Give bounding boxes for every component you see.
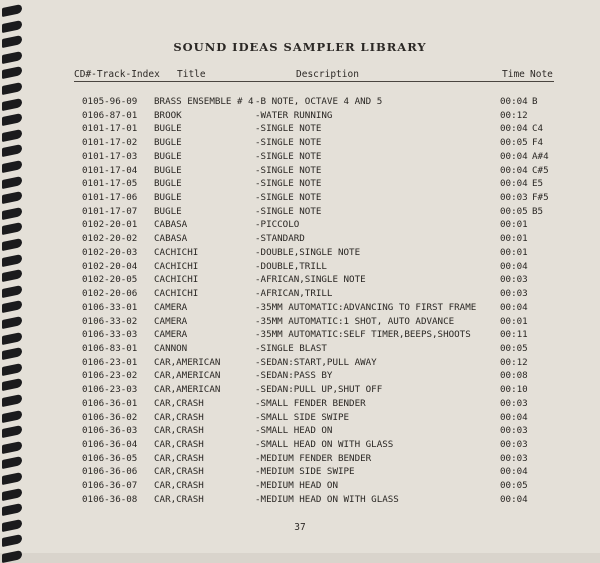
table-row xyxy=(0,206,600,220)
time-cell: 00:04 xyxy=(500,411,528,423)
time-cell: 00:01 xyxy=(500,233,528,245)
description-cell: -SMALL HEAD ON WITH GLASS xyxy=(255,439,394,450)
time-cell: 00:05 xyxy=(500,480,528,492)
description-cell: -DOUBLE,TRILL xyxy=(255,260,327,272)
title-cell: CAR,CRASH xyxy=(154,411,204,423)
cd-track-index-cell: 0106-36-03 xyxy=(82,425,138,437)
description-cell: -SMALL FENDER BENDER xyxy=(255,397,366,409)
cd-track-index-cell: 0106-36-08 xyxy=(82,493,138,505)
cd-track-index-cell: 0101-17-07 xyxy=(82,205,138,217)
cd-track-index-cell: 0106-33-03 xyxy=(82,329,138,341)
description-cell: -SEDAN:PULL UP,SHUT OFF xyxy=(255,384,383,396)
title-cell: CAR,AMERICAN xyxy=(154,356,221,368)
description-cell: -MEDIUM HEAD ON WITH GLASS xyxy=(255,493,399,505)
table-row xyxy=(0,357,600,371)
table-row xyxy=(0,247,600,261)
time-cell: 00:03 xyxy=(500,397,528,409)
table-row xyxy=(0,425,600,439)
cd-track-index-cell: 0102-20-04 xyxy=(82,260,138,272)
note-cell: C4 xyxy=(532,123,544,135)
title-cell: BROOK xyxy=(154,109,182,121)
cd-track-index-cell: 0106-36-04 xyxy=(82,439,138,450)
description-cell: -PICCOLO xyxy=(255,219,300,231)
time-cell: 00:04 xyxy=(500,164,528,176)
title-cell: CAR,CRASH xyxy=(154,466,204,478)
time-cell: 00:05 xyxy=(500,205,528,217)
title-cell: CAR,CRASH xyxy=(154,480,204,492)
cd-track-index-cell: 0106-23-02 xyxy=(82,370,138,382)
cd-track-index-cell: 0106-36-07 xyxy=(82,480,138,492)
description-cell: -35MM AUTOMATIC:SELF TIMER,BEEPS,SHOOTS xyxy=(255,329,471,341)
table-row xyxy=(0,123,600,137)
cd-track-index-cell: 0105-96-09 xyxy=(82,96,138,107)
cd-track-index-cell: 0102-20-06 xyxy=(82,288,138,300)
table-row xyxy=(0,439,600,453)
time-cell: 00:04 xyxy=(500,123,528,135)
cd-track-index-cell: 0106-36-05 xyxy=(82,452,138,464)
title-cell: CACHICHI xyxy=(154,288,199,300)
description-cell: -SINGLE NOTE xyxy=(255,137,322,149)
description-cell: -SINGLE NOTE xyxy=(255,164,322,176)
time-cell: 00:10 xyxy=(500,384,528,396)
description-cell: -STANDARD xyxy=(255,233,305,245)
binding-coil xyxy=(2,66,22,79)
title-cell: CAR,CRASH xyxy=(154,397,204,409)
note-cell: B5 xyxy=(532,205,544,217)
time-cell: 00:01 xyxy=(500,315,528,327)
table-row xyxy=(0,370,600,384)
column-header-time: Time xyxy=(502,69,525,80)
table-row xyxy=(0,453,600,467)
description-cell: -SINGLE NOTE xyxy=(255,123,322,135)
table-row xyxy=(0,384,600,398)
title-cell: CAR,CRASH xyxy=(154,493,204,505)
description-cell: -B NOTE, OCTAVE 4 AND 5 xyxy=(255,96,383,107)
time-cell: 00:05 xyxy=(500,137,528,149)
cd-track-index-cell: 0106-36-06 xyxy=(82,466,138,478)
cd-track-index-cell: 0106-36-02 xyxy=(82,411,138,423)
table-row xyxy=(0,178,600,192)
table-row xyxy=(0,274,600,288)
time-cell: 00:12 xyxy=(500,109,528,121)
title-cell: CAR,AMERICAN xyxy=(154,384,221,396)
description-cell: -SINGLE NOTE xyxy=(255,192,322,204)
table-row xyxy=(0,233,600,247)
description-cell: -SMALL HEAD ON xyxy=(255,425,333,437)
note-cell: B xyxy=(532,96,538,107)
time-cell: 00:03 xyxy=(500,274,528,286)
note-cell: E5 xyxy=(532,178,544,190)
time-cell: 00:03 xyxy=(500,439,528,450)
description-cell: -35MM AUTOMATIC:ADVANCING TO FIRST FRAME xyxy=(255,301,477,313)
table-row xyxy=(0,288,600,302)
column-header-title: Title xyxy=(177,69,206,80)
title-cell: BUGLE xyxy=(154,137,182,149)
table-row xyxy=(0,343,600,357)
cd-track-index-cell: 0101-17-01 xyxy=(82,123,138,135)
title-cell: BUGLE xyxy=(154,205,182,217)
time-cell: 00:03 xyxy=(500,425,528,437)
table-row xyxy=(0,219,600,233)
binding-coil xyxy=(2,19,22,32)
cd-track-index-cell: 0101-17-06 xyxy=(82,192,138,204)
cd-track-index-cell: 0101-17-05 xyxy=(82,178,138,190)
table-row xyxy=(0,110,600,124)
time-cell: 00:01 xyxy=(500,246,528,258)
cd-track-index-cell: 0101-17-02 xyxy=(82,137,138,149)
time-cell: 00:04 xyxy=(500,178,528,190)
note-cell: A#4 xyxy=(532,150,549,162)
cd-track-index-cell: 0101-17-04 xyxy=(82,164,138,176)
header-rule xyxy=(74,81,554,82)
binding-coil xyxy=(2,534,22,547)
time-cell: 00:12 xyxy=(500,356,528,368)
table-row xyxy=(0,466,600,480)
title-cell: CACHICHI xyxy=(154,260,199,272)
time-cell: 00:03 xyxy=(500,192,528,204)
cd-track-index-cell: 0106-83-01 xyxy=(82,342,138,354)
title-cell: BUGLE xyxy=(154,150,182,162)
title-cell: BRASS ENSEMBLE # 4 xyxy=(154,96,254,107)
cd-track-index-cell: 0106-36-01 xyxy=(82,397,138,409)
column-header-note: Note xyxy=(530,69,553,80)
time-cell: 00:01 xyxy=(500,219,528,231)
time-cell: 00:05 xyxy=(500,342,528,354)
table-row xyxy=(0,192,600,206)
description-cell: -MEDIUM FENDER BENDER xyxy=(255,452,372,464)
description-cell: -SEDAN:PASS BY xyxy=(255,370,333,382)
table-row xyxy=(0,261,600,275)
title-cell: CACHICHI xyxy=(154,274,199,286)
column-header-cd-track-index: CD#-Track-Index xyxy=(74,69,160,80)
table-row xyxy=(0,151,600,165)
table-row xyxy=(0,137,600,151)
time-cell: 00:04 xyxy=(500,493,528,505)
title-cell: CABASA xyxy=(154,219,188,231)
title-cell: BUGLE xyxy=(154,178,182,190)
title-cell: BUGLE xyxy=(154,123,182,135)
table-row xyxy=(0,494,600,508)
description-cell: -SMALL SIDE SWIPE xyxy=(255,411,350,423)
table-row xyxy=(0,480,600,494)
title-cell: CAMERA xyxy=(154,301,188,313)
description-cell: -SINGLE NOTE xyxy=(255,178,322,190)
description-cell: -MEDIUM SIDE SWIPE xyxy=(255,466,355,478)
table-row xyxy=(0,412,600,426)
time-cell: 00:08 xyxy=(500,370,528,382)
title-cell: CABASA xyxy=(154,233,188,245)
table-row xyxy=(0,302,600,316)
binding-coil xyxy=(2,82,22,95)
time-cell: 00:04 xyxy=(500,150,528,162)
description-cell: -SEDAN:START,PULL AWAY xyxy=(255,356,377,368)
time-cell: 00:03 xyxy=(500,288,528,300)
cd-track-index-cell: 0101-17-03 xyxy=(82,150,138,162)
cd-track-index-cell: 0106-87-01 xyxy=(82,109,138,121)
table-row xyxy=(0,398,600,412)
cd-track-index-cell: 0102-20-05 xyxy=(82,274,138,286)
description-cell: -AFRICAN,SINGLE NOTE xyxy=(255,274,366,286)
binding-coil xyxy=(2,4,22,17)
time-cell: 00:04 xyxy=(500,301,528,313)
title-cell: CAR,CRASH xyxy=(154,439,204,450)
title-cell: BUGLE xyxy=(154,192,182,204)
description-cell: -AFRICAN,TRILL xyxy=(255,288,333,300)
time-cell: 00:04 xyxy=(500,260,528,272)
cd-track-index-cell: 0102-20-02 xyxy=(82,233,138,245)
time-cell: 00:03 xyxy=(500,452,528,464)
table-row xyxy=(0,96,600,110)
cd-track-index-cell: 0106-23-03 xyxy=(82,384,138,396)
table-row xyxy=(0,316,600,330)
time-cell: 00:04 xyxy=(500,466,528,478)
description-cell: -SINGLE BLAST xyxy=(255,342,327,354)
page-title: SOUND IDEAS SAMPLER LIBRARY xyxy=(173,40,427,54)
description-cell: -WATER RUNNING xyxy=(255,109,333,121)
cd-track-index-cell: 0106-23-01 xyxy=(82,356,138,368)
title-cell: CANNON xyxy=(154,342,188,354)
title-cell: CAMERA xyxy=(154,329,188,341)
description-cell: -SINGLE NOTE xyxy=(255,205,322,217)
title-cell: BUGLE xyxy=(154,164,182,176)
note-cell: F#5 xyxy=(532,192,549,204)
cd-track-index-cell: 0102-20-03 xyxy=(82,246,138,258)
table-row xyxy=(0,329,600,343)
column-header-description: Description xyxy=(296,69,359,80)
binding-coil xyxy=(2,550,22,563)
description-cell: -DOUBLE,SINGLE NOTE xyxy=(255,246,361,258)
cd-track-index-cell: 0106-33-02 xyxy=(82,315,138,327)
time-cell: 00:11 xyxy=(500,329,528,341)
description-cell: -35MM AUTOMATIC:1 SHOT, AUTO ADVANCE xyxy=(255,315,455,327)
note-cell: F4 xyxy=(532,137,544,149)
title-cell: CAR,CRASH xyxy=(154,452,204,464)
cd-track-index-cell: 0102-20-01 xyxy=(82,219,138,231)
note-cell: C#5 xyxy=(532,164,549,176)
title-cell: CAMERA xyxy=(154,315,188,327)
page-number: 37 xyxy=(294,522,306,533)
title-cell: CACHICHI xyxy=(154,246,199,258)
cd-track-index-cell: 0106-33-01 xyxy=(82,301,138,313)
description-cell: -MEDIUM HEAD ON xyxy=(255,480,338,492)
time-cell: 00:04 xyxy=(500,96,528,107)
description-cell: -SINGLE NOTE xyxy=(255,150,322,162)
title-cell: CAR,CRASH xyxy=(154,425,204,437)
title-cell: CAR,AMERICAN xyxy=(154,370,221,382)
table-row xyxy=(0,165,600,179)
